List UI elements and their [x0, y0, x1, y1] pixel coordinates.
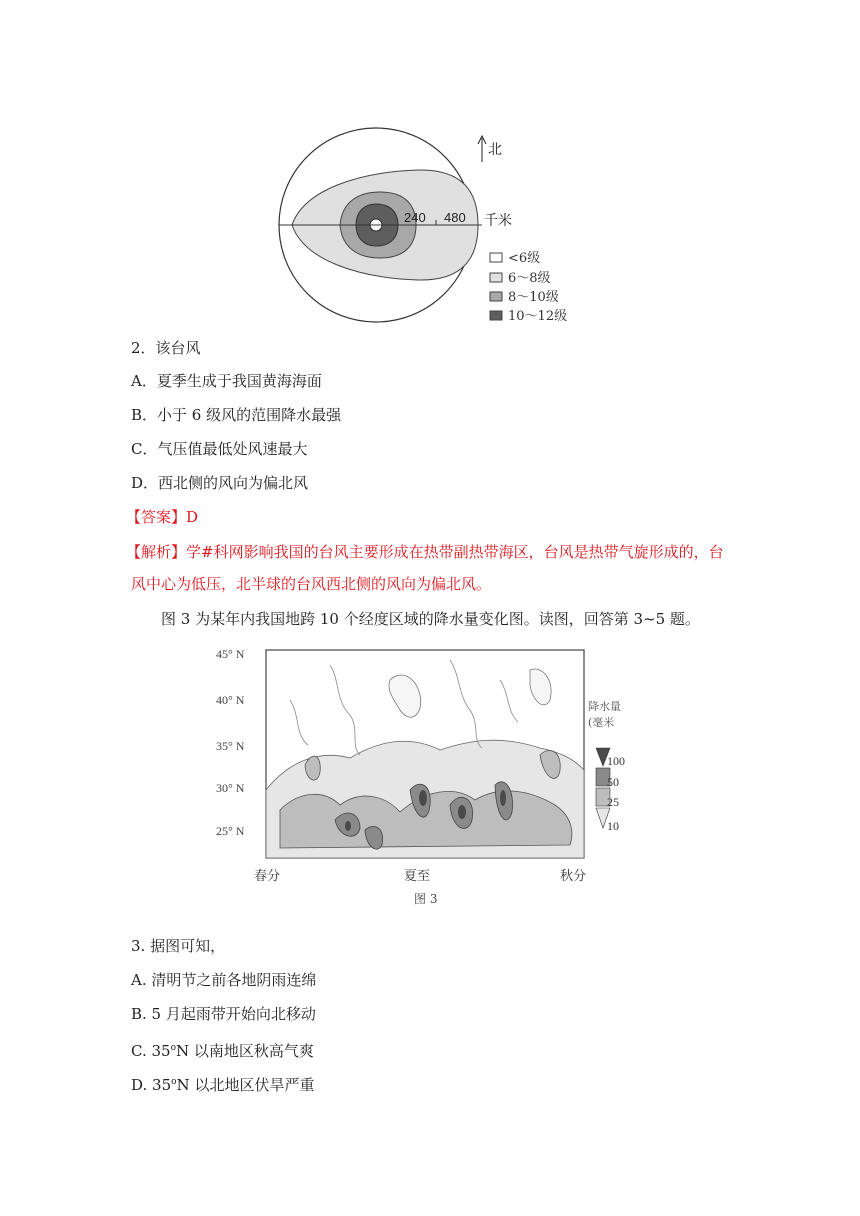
q2-option-a: A．夏季生成于我国黄海海面: [131, 372, 322, 390]
legend-label-10-12: 10～12级: [508, 309, 568, 324]
q2-option-c: C．气压值最低处风速最大: [131, 440, 308, 458]
legend-value-25: 25: [607, 795, 619, 809]
legend-value-100: 100: [607, 754, 625, 768]
legend-title-1: 降水量: [588, 700, 621, 713]
ring-label-240: 240: [404, 210, 426, 225]
q2-stem: 2．该台风: [131, 339, 201, 357]
q3-stem: 3. 据图可知，: [131, 937, 226, 955]
analysis-tag: 【解析】: [126, 543, 187, 561]
north-label: 北: [488, 142, 502, 158]
x-tick-autumn: 秋分: [560, 869, 587, 884]
x-tick-spring: 春分: [254, 869, 281, 884]
y-tick-25: 25° N: [216, 824, 245, 838]
y-tick-30: 30° N: [216, 781, 245, 795]
q2-option-b: B．小于 6 级风的范围降水最强: [131, 406, 342, 424]
degree-sup: o: [170, 1043, 176, 1053]
legend-swatch-8-10: [490, 292, 502, 301]
q3-option-d: [131, 1072, 314, 1095]
legend-swatch-6-8: [490, 273, 502, 282]
legend-label-6-8: 6～8级: [508, 271, 551, 286]
legend-value-10: 10: [607, 819, 619, 833]
q2-option-d: D．西北侧的风向为偏北风: [131, 474, 309, 492]
figure3-intro: 图 3 为某年内我国地跨 10 个经度区域的降水量变化图。读图，回答第 3~5 题。: [161, 610, 700, 628]
legend-value-50: 50: [607, 775, 619, 789]
legend-title-2: (毫米: [588, 716, 615, 729]
y-tick-35: 35° N: [216, 739, 245, 753]
degree-sup: o: [171, 1077, 177, 1087]
y-tick-40: 40° N: [216, 693, 245, 707]
q3-option-d-post: N 以北地区伏旱严重: [176, 1076, 315, 1094]
analysis-text-1: 学#科网影响我国的台风主要形成在热带副热带海区，台风是热带气旋形成的，台: [186, 543, 724, 561]
scale-unit: 千米: [484, 213, 512, 229]
q3-option-a: [131, 970, 316, 990]
legend-label-lt6: <6级: [508, 251, 541, 266]
q2-analysis-line2: 风中心为低压，北半球的台风西北侧的风向为偏北风。: [131, 575, 492, 593]
typhoon-figure: [268, 118, 598, 330]
ring-label-480: 480: [444, 210, 466, 225]
legend-swatch-lt6: [490, 253, 502, 262]
q2-answer: 【答案】D: [126, 508, 199, 526]
legend-label-8-10: 8～10级: [508, 290, 559, 305]
precipitation-figure: [210, 640, 630, 920]
figure3-caption: 图 3: [414, 892, 438, 906]
q3-option-d-pre: D. 35: [131, 1076, 172, 1094]
q2-analysis-line1: [126, 542, 724, 562]
q3-option-c-pre: C. 35: [131, 1042, 171, 1060]
legend-swatch-10-12: [490, 311, 502, 320]
q3-option-b: [131, 1004, 316, 1024]
north-arrow: [478, 136, 486, 162]
q3-option-a-text: A. 清明节之前各地阴雨连绵: [131, 971, 317, 989]
y-tick-45: 45° N: [216, 647, 245, 661]
q3-option-b-text: B. 5 月起雨带开始向北移动: [131, 1005, 316, 1023]
x-tick-summer: 夏至: [404, 869, 431, 884]
q3-option-c-post: N 以南地区秋高气爽: [176, 1042, 314, 1060]
q3-option-c: [131, 1038, 314, 1061]
